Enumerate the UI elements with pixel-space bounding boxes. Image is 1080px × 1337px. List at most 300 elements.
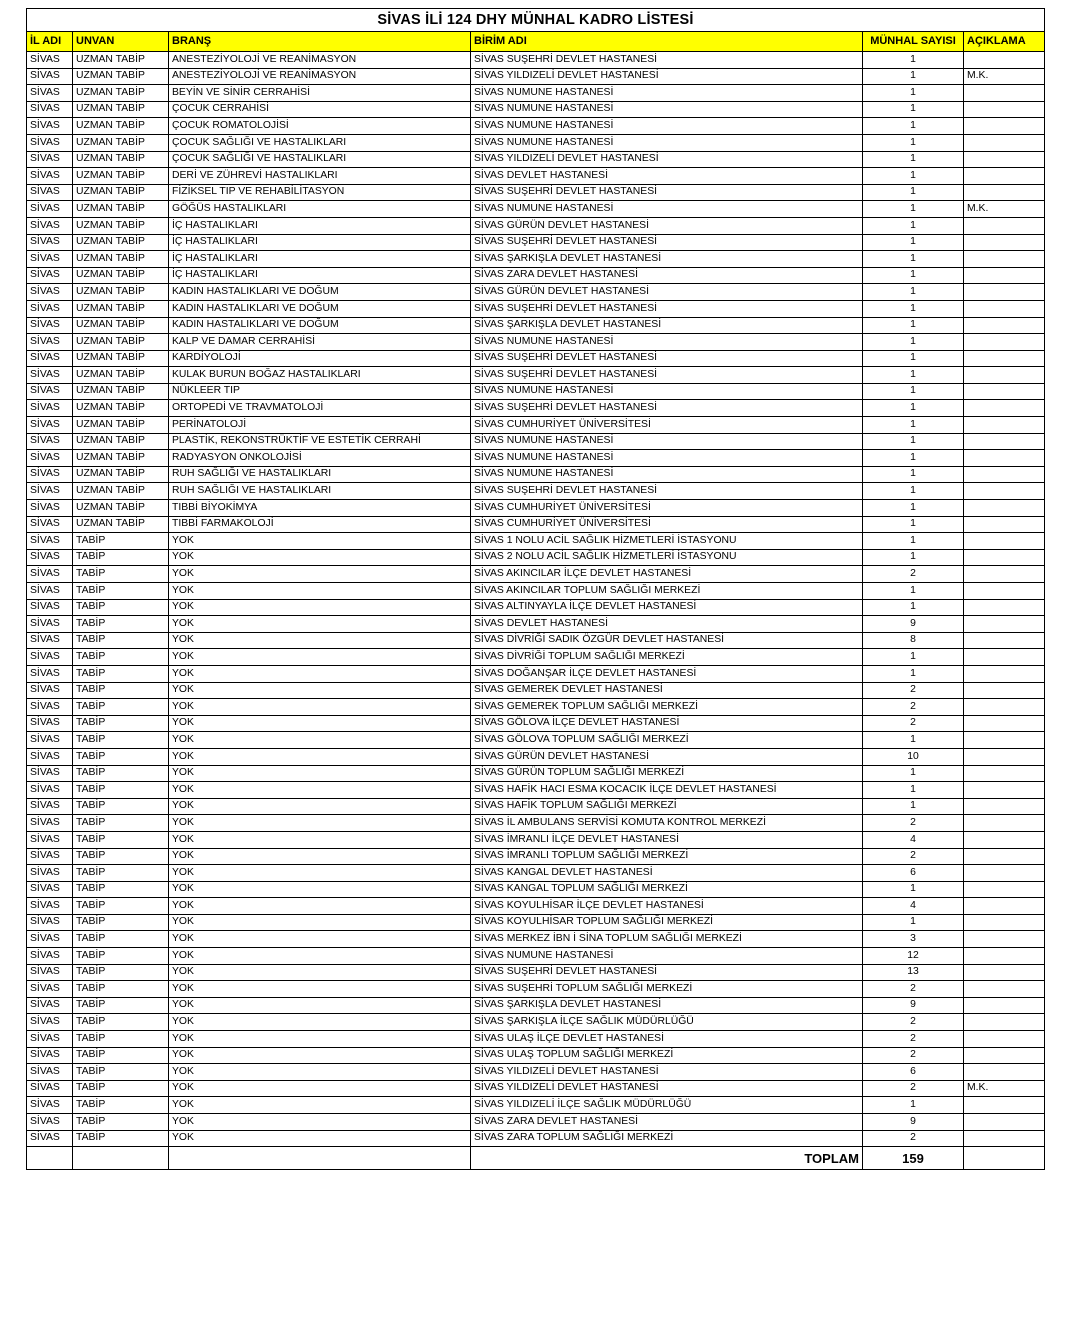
cell-birim_adi: SİVAS NUMUNE HASTANESİ xyxy=(471,118,863,135)
cell-unvan: UZMAN TABİP xyxy=(73,383,169,400)
table-row xyxy=(27,500,1045,517)
cell-brans: YOK xyxy=(169,865,471,882)
cell-birim_adi: SİVAS GÜRÜN DEVLET HASTANESİ xyxy=(471,217,863,234)
cell-unvan: TABİP xyxy=(73,815,169,832)
table-row xyxy=(27,234,1045,251)
table-row xyxy=(27,815,1045,832)
cell-unvan: TABİP xyxy=(73,1031,169,1048)
cell-il_adi: SİVAS xyxy=(27,284,73,301)
cell-aciklama xyxy=(964,699,1045,716)
cell-brans: YOK xyxy=(169,1014,471,1031)
cell-unvan: UZMAN TABİP xyxy=(73,450,169,467)
cell-aciklama xyxy=(964,566,1045,583)
cell-aciklama xyxy=(964,715,1045,732)
table-row xyxy=(27,101,1045,118)
table-row xyxy=(27,533,1045,550)
cell-brans: ANESTEZİYOLOJİ VE REANİMASYON xyxy=(169,68,471,85)
table-row xyxy=(27,134,1045,151)
table-row xyxy=(27,417,1045,434)
cell-unvan: TABİP xyxy=(73,831,169,848)
total-spacer-aciklama xyxy=(964,1147,1045,1170)
table-row xyxy=(27,566,1045,583)
cell-munhal_sayisi: 2 xyxy=(863,1080,964,1097)
cell-il_adi: SİVAS xyxy=(27,350,73,367)
cell-munhal_sayisi: 1 xyxy=(863,85,964,102)
cell-brans: YOK xyxy=(169,1130,471,1147)
cell-il_adi: SİVAS xyxy=(27,881,73,898)
cell-birim_adi: SİVAS İMRANLI TOPLUM SAĞLIĞI MERKEZİ xyxy=(471,848,863,865)
cell-unvan: TABİP xyxy=(73,649,169,666)
cell-munhal_sayisi: 1 xyxy=(863,665,964,682)
table-row xyxy=(27,831,1045,848)
cell-aciklama xyxy=(964,881,1045,898)
cell-munhal_sayisi: 2 xyxy=(863,682,964,699)
cell-brans: YOK xyxy=(169,732,471,749)
cell-brans: RUH SAĞLIĞI VE HASTALIKLARI xyxy=(169,466,471,483)
cell-munhal_sayisi: 1 xyxy=(863,201,964,218)
cell-aciklama xyxy=(964,466,1045,483)
cell-brans: İÇ HASTALIKLARI xyxy=(169,251,471,268)
cell-munhal_sayisi: 1 xyxy=(863,367,964,384)
total-value: 159 xyxy=(863,1147,964,1170)
cell-munhal_sayisi: 1 xyxy=(863,450,964,467)
cell-brans: YOK xyxy=(169,815,471,832)
cell-brans: YOK xyxy=(169,549,471,566)
cell-brans: YOK xyxy=(169,616,471,633)
cell-unvan: UZMAN TABİP xyxy=(73,68,169,85)
cell-il_adi: SİVAS xyxy=(27,665,73,682)
cell-il_adi: SİVAS xyxy=(27,134,73,151)
cell-il_adi: SİVAS xyxy=(27,1064,73,1081)
cell-birim_adi: SİVAS NUMUNE HASTANESİ xyxy=(471,134,863,151)
cell-aciklama xyxy=(964,831,1045,848)
cell-aciklama xyxy=(964,350,1045,367)
cell-munhal_sayisi: 1 xyxy=(863,317,964,334)
column-header-il-adi: İL ADI xyxy=(27,32,73,52)
cell-aciklama xyxy=(964,997,1045,1014)
cell-birim_adi: SİVAS SUŞEHRİ DEVLET HASTANESİ xyxy=(471,350,863,367)
total-label: TOPLAM xyxy=(471,1147,863,1170)
cell-birim_adi: SİVAS SUŞEHRİ DEVLET HASTANESİ xyxy=(471,52,863,69)
cell-unvan: TABİP xyxy=(73,997,169,1014)
table-row xyxy=(27,682,1045,699)
cell-munhal_sayisi: 13 xyxy=(863,964,964,981)
cell-munhal_sayisi: 2 xyxy=(863,566,964,583)
cell-birim_adi: SİVAS ŞARKIŞLA DEVLET HASTANESİ xyxy=(471,317,863,334)
cell-munhal_sayisi: 2 xyxy=(863,1130,964,1147)
cell-munhal_sayisi: 1 xyxy=(863,914,964,931)
table-row xyxy=(27,699,1045,716)
cell-unvan: TABİP xyxy=(73,865,169,882)
cell-brans: KARDİYOLOJİ xyxy=(169,350,471,367)
cell-birim_adi: SİVAS ZARA DEVLET HASTANESİ xyxy=(471,267,863,284)
cell-munhal_sayisi: 2 xyxy=(863,1031,964,1048)
cell-birim_adi: SİVAS KANGAL DEVLET HASTANESİ xyxy=(471,865,863,882)
table-row xyxy=(27,367,1045,384)
cell-aciklama xyxy=(964,815,1045,832)
cell-aciklama xyxy=(964,118,1045,135)
table-row xyxy=(27,118,1045,135)
cell-munhal_sayisi: 1 xyxy=(863,549,964,566)
document-title-row xyxy=(27,9,1045,32)
cell-aciklama xyxy=(964,500,1045,517)
cell-birim_adi: SİVAS GÖLOVA TOPLUM SAĞLIĞI MERKEZİ xyxy=(471,732,863,749)
table-row xyxy=(27,964,1045,981)
table-row xyxy=(27,632,1045,649)
cell-birim_adi: SİVAS HAFİK TOPLUM SAĞLIĞI MERKEZİ xyxy=(471,798,863,815)
cell-unvan: TABİP xyxy=(73,1064,169,1081)
cell-birim_adi: SİVAS SUŞEHRİ TOPLUM SAĞLIĞI MERKEZİ xyxy=(471,981,863,998)
cell-brans: ANESTEZİYOLOJİ VE REANİMASYON xyxy=(169,52,471,69)
cell-aciklama xyxy=(964,964,1045,981)
cell-unvan: UZMAN TABİP xyxy=(73,168,169,185)
cell-brans: ORTOPEDİ VE TRAVMATOLOJİ xyxy=(169,400,471,417)
table-row xyxy=(27,997,1045,1014)
cell-il_adi: SİVAS xyxy=(27,500,73,517)
cell-aciklama xyxy=(964,267,1045,284)
cell-birim_adi: SİVAS SUŞEHRİ DEVLET HASTANESİ xyxy=(471,400,863,417)
cell-il_adi: SİVAS xyxy=(27,566,73,583)
cell-aciklama xyxy=(964,284,1045,301)
cell-brans: GÖĞÜS HASTALIKLARI xyxy=(169,201,471,218)
column-header-brans: BRANŞ xyxy=(169,32,471,52)
cell-brans: YOK xyxy=(169,533,471,550)
table-row xyxy=(27,201,1045,218)
cell-aciklama xyxy=(964,101,1045,118)
table-row xyxy=(27,848,1045,865)
cell-aciklama xyxy=(964,599,1045,616)
cell-munhal_sayisi: 1 xyxy=(863,782,964,799)
cell-unvan: UZMAN TABİP xyxy=(73,516,169,533)
cell-il_adi: SİVAS xyxy=(27,400,73,417)
table-row xyxy=(27,85,1045,102)
cell-il_adi: SİVAS xyxy=(27,748,73,765)
cell-birim_adi: SİVAS DEVLET HASTANESİ xyxy=(471,168,863,185)
cell-il_adi: SİVAS xyxy=(27,466,73,483)
cell-munhal_sayisi: 1 xyxy=(863,383,964,400)
cell-il_adi: SİVAS xyxy=(27,101,73,118)
cell-birim_adi: SİVAS SUŞEHRİ DEVLET HASTANESİ xyxy=(471,184,863,201)
cell-il_adi: SİVAS xyxy=(27,715,73,732)
cell-birim_adi: SİVAS SUŞEHRİ DEVLET HASTANESİ xyxy=(471,300,863,317)
cell-munhal_sayisi: 1 xyxy=(863,516,964,533)
cell-unvan: TABİP xyxy=(73,848,169,865)
table-row xyxy=(27,948,1045,965)
cell-il_adi: SİVAS xyxy=(27,383,73,400)
cell-brans: BEYİN VE SİNİR CERRAHİSİ xyxy=(169,85,471,102)
cell-birim_adi: SİVAS NUMUNE HASTANESİ xyxy=(471,433,863,450)
cell-aciklama xyxy=(964,732,1045,749)
cell-brans: TIBBİ FARMAKOLOJİ xyxy=(169,516,471,533)
cell-munhal_sayisi: 2 xyxy=(863,981,964,998)
cell-unvan: TABİP xyxy=(73,1080,169,1097)
cell-munhal_sayisi: 1 xyxy=(863,68,964,85)
cell-aciklama xyxy=(964,400,1045,417)
cell-munhal_sayisi: 2 xyxy=(863,1047,964,1064)
cell-il_adi: SİVAS xyxy=(27,682,73,699)
cell-unvan: TABİP xyxy=(73,881,169,898)
cell-brans: YOK xyxy=(169,715,471,732)
cell-il_adi: SİVAS xyxy=(27,317,73,334)
cell-brans: YOK xyxy=(169,665,471,682)
cell-brans: YOK xyxy=(169,981,471,998)
cell-il_adi: SİVAS xyxy=(27,267,73,284)
cell-munhal_sayisi: 12 xyxy=(863,948,964,965)
cell-birim_adi: SİVAS NUMUNE HASTANESİ xyxy=(471,101,863,118)
cell-birim_adi: SİVAS 2 NOLU ACİL SAĞLIK HİZMETLERİ İSTASYONU xyxy=(471,549,863,566)
cell-aciklama xyxy=(964,251,1045,268)
cell-il_adi: SİVAS xyxy=(27,1130,73,1147)
cell-unvan: TABİP xyxy=(73,682,169,699)
cell-munhal_sayisi: 1 xyxy=(863,500,964,517)
cell-birim_adi: SİVAS YILDIZELİ İLÇE SAĞLIK MÜDÜRLÜĞÜ xyxy=(471,1097,863,1114)
cell-munhal_sayisi: 2 xyxy=(863,699,964,716)
cell-munhal_sayisi: 1 xyxy=(863,583,964,600)
cell-birim_adi: SİVAS 1 NOLU ACİL SAĞLIK HİZMETLERİ İSTASYONU xyxy=(471,533,863,550)
cell-birim_adi: SİVAS GEMEREK TOPLUM SAĞLIĞI MERKEZİ xyxy=(471,699,863,716)
table-row xyxy=(27,1080,1045,1097)
cell-munhal_sayisi: 1 xyxy=(863,798,964,815)
table-row xyxy=(27,898,1045,915)
cell-aciklama xyxy=(964,383,1045,400)
cell-munhal_sayisi: 1 xyxy=(863,350,964,367)
cell-birim_adi: SİVAS GÜRÜN TOPLUM SAĞLIĞI MERKEZİ xyxy=(471,765,863,782)
cell-birim_adi: SİVAS ULAŞ TOPLUM SAĞLIĞI MERKEZİ xyxy=(471,1047,863,1064)
cell-aciklama xyxy=(964,300,1045,317)
cell-birim_adi: SİVAS CUMHURİYET ÜNİVERSİTESİ xyxy=(471,500,863,517)
cell-munhal_sayisi: 2 xyxy=(863,1014,964,1031)
cell-unvan: TABİP xyxy=(73,732,169,749)
table-row xyxy=(27,284,1045,301)
cell-munhal_sayisi: 4 xyxy=(863,898,964,915)
cell-il_adi: SİVAS xyxy=(27,997,73,1014)
table-row xyxy=(27,765,1045,782)
cell-il_adi: SİVAS xyxy=(27,914,73,931)
cell-aciklama xyxy=(964,765,1045,782)
table-row xyxy=(27,914,1045,931)
table-row xyxy=(27,400,1045,417)
cell-brans: ÇOCUK SAĞLIĞI VE HASTALIKLARI xyxy=(169,151,471,168)
cell-brans: ÇOCUK SAĞLIĞI VE HASTALIKLARI xyxy=(169,134,471,151)
cell-aciklama xyxy=(964,367,1045,384)
cell-birim_adi: SİVAS SUŞEHRİ DEVLET HASTANESİ xyxy=(471,483,863,500)
cell-unvan: TABİP xyxy=(73,616,169,633)
cell-munhal_sayisi: 1 xyxy=(863,483,964,500)
table-row xyxy=(27,715,1045,732)
cell-aciklama xyxy=(964,549,1045,566)
column-header-munhal-sayisi: MÜNHAL SAYISI xyxy=(863,32,964,52)
cell-birim_adi: SİVAS DİVRİĞİ TOPLUM SAĞLIĞI MERKEZİ xyxy=(471,649,863,666)
cell-birim_adi: SİVAS SUŞEHRİ DEVLET HASTANESİ xyxy=(471,234,863,251)
cell-brans: KADIN HASTALIKLARI VE DOĞUM xyxy=(169,284,471,301)
cell-unvan: UZMAN TABİP xyxy=(73,284,169,301)
cell-il_adi: SİVAS xyxy=(27,217,73,234)
table-row xyxy=(27,466,1045,483)
cell-birim_adi: SİVAS MERKEZ İBN İ SİNA TOPLUM SAĞLIĞI MERKEZİ xyxy=(471,931,863,948)
cell-brans: YOK xyxy=(169,831,471,848)
table-row xyxy=(27,317,1045,334)
cell-il_adi: SİVAS xyxy=(27,1031,73,1048)
cell-il_adi: SİVAS xyxy=(27,964,73,981)
cell-il_adi: SİVAS xyxy=(27,168,73,185)
cell-munhal_sayisi: 8 xyxy=(863,632,964,649)
cell-il_adi: SİVAS xyxy=(27,848,73,865)
cell-aciklama xyxy=(964,1114,1045,1131)
cell-aciklama xyxy=(964,981,1045,998)
cell-il_adi: SİVAS xyxy=(27,367,73,384)
cell-unvan: TABİP xyxy=(73,549,169,566)
cell-brans: YOK xyxy=(169,699,471,716)
cell-aciklama xyxy=(964,134,1045,151)
table-row xyxy=(27,433,1045,450)
cell-unvan: TABİP xyxy=(73,699,169,716)
cell-birim_adi: SİVAS CUMHURİYET ÜNİVERSİTESİ xyxy=(471,516,863,533)
cell-birim_adi: SİVAS NUMUNE HASTANESİ xyxy=(471,948,863,965)
cell-aciklama xyxy=(964,1097,1045,1114)
cell-aciklama xyxy=(964,85,1045,102)
cell-unvan: TABİP xyxy=(73,715,169,732)
cell-brans: YOK xyxy=(169,798,471,815)
cell-il_adi: SİVAS xyxy=(27,151,73,168)
cell-birim_adi: SİVAS KANGAL TOPLUM SAĞLIĞI MERKEZİ xyxy=(471,881,863,898)
cell-brans: ÇOCUK CERRAHİSİ xyxy=(169,101,471,118)
cell-brans: YOK xyxy=(169,1064,471,1081)
cell-il_adi: SİVAS xyxy=(27,599,73,616)
cell-il_adi: SİVAS xyxy=(27,1047,73,1064)
cell-il_adi: SİVAS xyxy=(27,85,73,102)
table-row xyxy=(27,549,1045,566)
cell-aciklama xyxy=(964,516,1045,533)
table-row xyxy=(27,300,1045,317)
cell-brans: YOK xyxy=(169,1031,471,1048)
cell-brans: YOK xyxy=(169,914,471,931)
cell-birim_adi: SİVAS ZARA DEVLET HASTANESİ xyxy=(471,1114,863,1131)
cell-brans: YOK xyxy=(169,583,471,600)
cell-il_adi: SİVAS xyxy=(27,815,73,832)
cell-munhal_sayisi: 1 xyxy=(863,52,964,69)
cell-aciklama xyxy=(964,632,1045,649)
cell-munhal_sayisi: 1 xyxy=(863,1097,964,1114)
table-row xyxy=(27,350,1045,367)
cell-il_adi: SİVAS xyxy=(27,334,73,351)
cell-birim_adi: SİVAS KOYULHİSAR İLÇE DEVLET HASTANESİ xyxy=(471,898,863,915)
cell-unvan: TABİP xyxy=(73,748,169,765)
cell-unvan: UZMAN TABİP xyxy=(73,251,169,268)
cell-il_adi: SİVAS xyxy=(27,184,73,201)
table-row xyxy=(27,599,1045,616)
cell-aciklama xyxy=(964,583,1045,600)
cell-munhal_sayisi: 1 xyxy=(863,334,964,351)
cell-unvan: UZMAN TABİP xyxy=(73,334,169,351)
cell-aciklama xyxy=(964,433,1045,450)
cell-aciklama xyxy=(964,649,1045,666)
cell-munhal_sayisi: 1 xyxy=(863,400,964,417)
cell-il_adi: SİVAS xyxy=(27,782,73,799)
cell-il_adi: SİVAS xyxy=(27,765,73,782)
cell-aciklama xyxy=(964,168,1045,185)
cell-il_adi: SİVAS xyxy=(27,1097,73,1114)
cell-brans: YOK xyxy=(169,1047,471,1064)
cell-brans: YOK xyxy=(169,748,471,765)
cell-aciklama xyxy=(964,450,1045,467)
cell-unvan: TABİP xyxy=(73,782,169,799)
cell-aciklama xyxy=(964,798,1045,815)
table-row xyxy=(27,151,1045,168)
cell-aciklama xyxy=(964,317,1045,334)
table-row xyxy=(27,1031,1045,1048)
cell-birim_adi: SİVAS GÖLOVA İLÇE DEVLET HASTANESİ xyxy=(471,715,863,732)
cell-munhal_sayisi: 1 xyxy=(863,101,964,118)
cell-brans: RUH SAĞLIĞI VE HASTALIKLARI xyxy=(169,483,471,500)
cell-il_adi: SİVAS xyxy=(27,52,73,69)
cell-munhal_sayisi: 1 xyxy=(863,251,964,268)
cell-aciklama xyxy=(964,1031,1045,1048)
cell-birim_adi: SİVAS ALTINYAYLA İLÇE DEVLET HASTANESİ xyxy=(471,599,863,616)
cell-birim_adi: SİVAS GÜRÜN DEVLET HASTANESİ xyxy=(471,284,863,301)
cell-unvan: TABİP xyxy=(73,798,169,815)
table-row xyxy=(27,616,1045,633)
cell-birim_adi: SİVAS AKINCILAR İLÇE DEVLET HASTANESİ xyxy=(471,566,863,583)
cell-munhal_sayisi: 1 xyxy=(863,433,964,450)
cell-munhal_sayisi: 1 xyxy=(863,217,964,234)
cell-il_adi: SİVAS xyxy=(27,1014,73,1031)
table-row xyxy=(27,649,1045,666)
cell-aciklama xyxy=(964,234,1045,251)
cell-munhal_sayisi: 1 xyxy=(863,284,964,301)
cell-aciklama xyxy=(964,151,1045,168)
cell-il_adi: SİVAS xyxy=(27,931,73,948)
cell-birim_adi: SİVAS İL AMBULANS SERVİSİ KOMUTA KONTROL MERKEZİ xyxy=(471,815,863,832)
cell-unvan: TABİP xyxy=(73,1130,169,1147)
table-row xyxy=(27,52,1045,69)
cell-birim_adi: SİVAS NUMUNE HASTANESİ xyxy=(471,85,863,102)
cell-munhal_sayisi: 1 xyxy=(863,417,964,434)
cell-unvan: UZMAN TABİP xyxy=(73,466,169,483)
cell-munhal_sayisi: 1 xyxy=(863,118,964,135)
cell-il_adi: SİVAS xyxy=(27,583,73,600)
cell-unvan: TABİP xyxy=(73,1014,169,1031)
cell-aciklama xyxy=(964,782,1045,799)
cell-unvan: TABİP xyxy=(73,599,169,616)
cell-il_adi: SİVAS xyxy=(27,516,73,533)
table-row xyxy=(27,798,1045,815)
cell-unvan: UZMAN TABİP xyxy=(73,400,169,417)
cell-il_adi: SİVAS xyxy=(27,1114,73,1131)
table-body xyxy=(27,9,1045,1170)
cell-brans: DERİ VE ZÜHREVİ HASTALIKLARI xyxy=(169,168,471,185)
cell-birim_adi: SİVAS SUŞEHRİ DEVLET HASTANESİ xyxy=(471,367,863,384)
table-row xyxy=(27,184,1045,201)
cell-unvan: UZMAN TABİP xyxy=(73,52,169,69)
cell-unvan: TABİP xyxy=(73,566,169,583)
cell-il_adi: SİVAS xyxy=(27,68,73,85)
cell-unvan: TABİP xyxy=(73,948,169,965)
cell-unvan: TABİP xyxy=(73,914,169,931)
cell-birim_adi: SİVAS AKINCILAR TOPLUM SAĞLIĞI MERKEZİ xyxy=(471,583,863,600)
cell-unvan: UZMAN TABİP xyxy=(73,417,169,434)
cell-aciklama xyxy=(964,665,1045,682)
cell-birim_adi: SİVAS SUŞEHRİ DEVLET HASTANESİ xyxy=(471,964,863,981)
cell-munhal_sayisi: 9 xyxy=(863,616,964,633)
cell-munhal_sayisi: 1 xyxy=(863,234,964,251)
cell-birim_adi: SİVAS GÜRÜN DEVLET HASTANESİ xyxy=(471,748,863,765)
cell-il_adi: SİVAS xyxy=(27,118,73,135)
cell-brans: YOK xyxy=(169,1080,471,1097)
cell-aciklama xyxy=(964,898,1045,915)
table-row xyxy=(27,1097,1045,1114)
cell-unvan: TABİP xyxy=(73,1047,169,1064)
table-row xyxy=(27,665,1045,682)
